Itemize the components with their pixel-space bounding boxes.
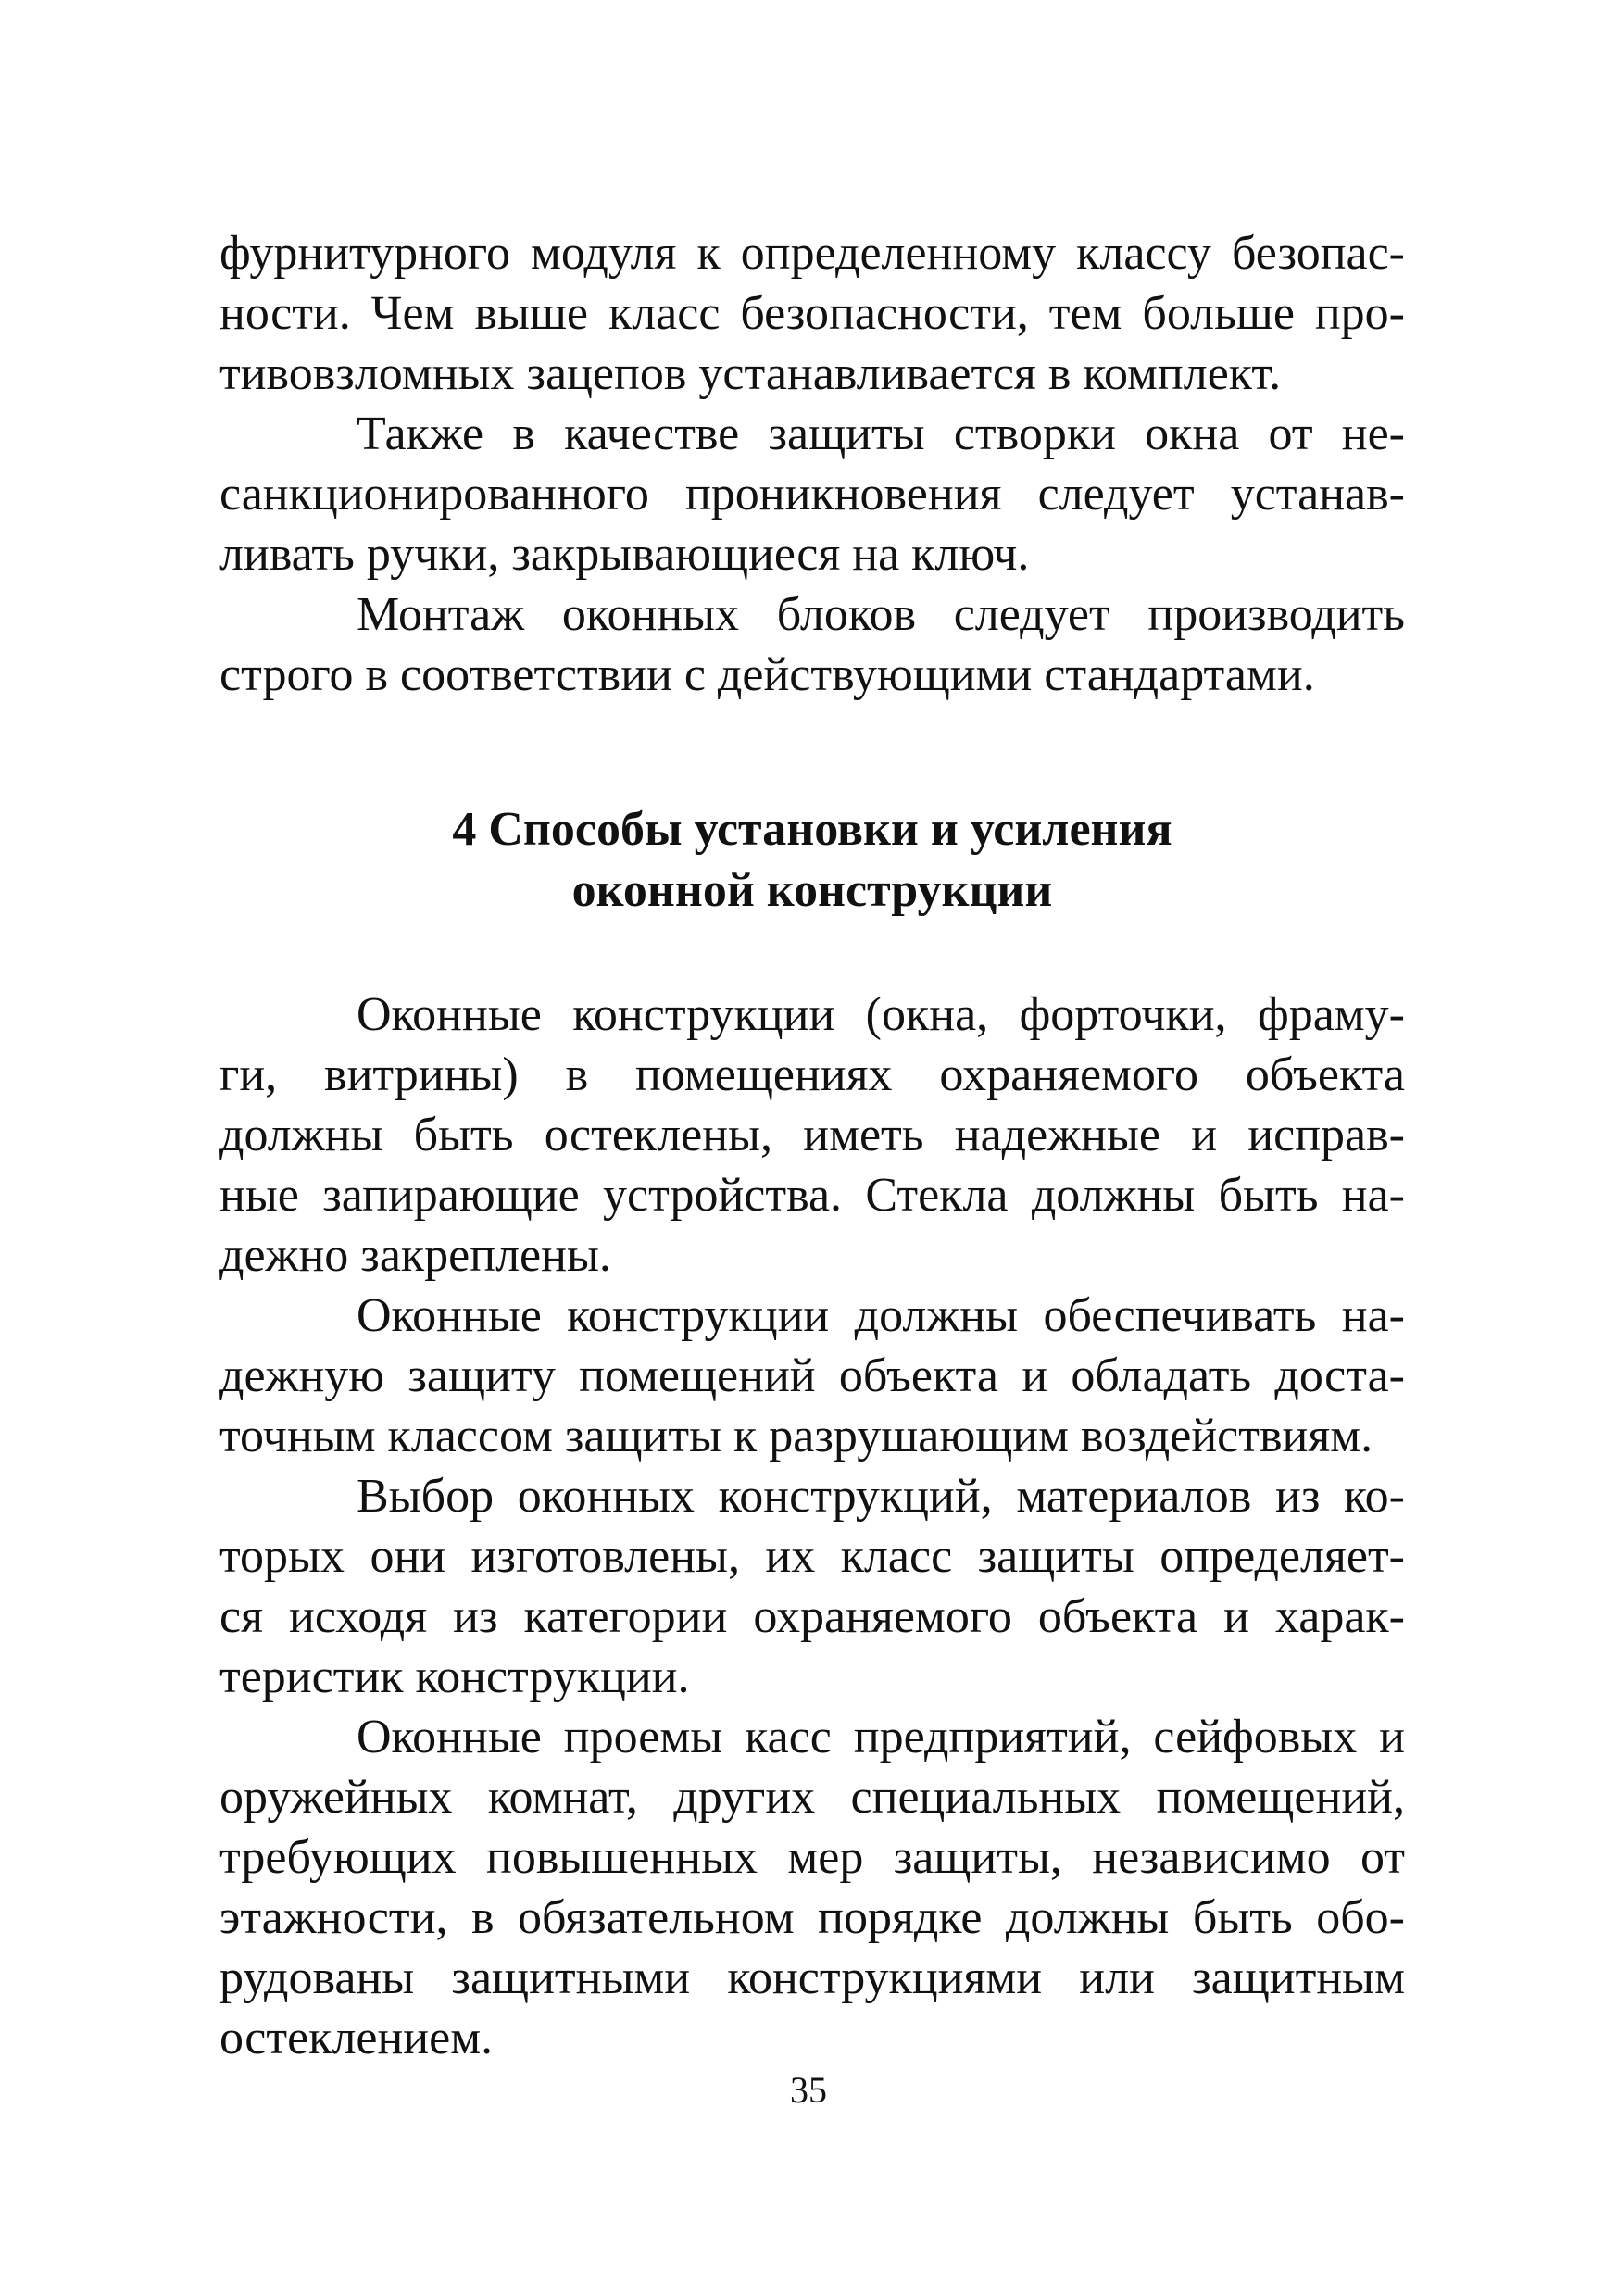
text-line: торых они изготовлены, их класс защиты определяет- <box>219 1530 1405 1583</box>
text-line: теристик конструкции. <box>219 1650 690 1703</box>
text-line: должны быть остеклены, иметь надежные и исправ- <box>219 1109 1405 1161</box>
text-line: ся исходя из категории охраняемого объекта и харак- <box>219 1590 1405 1643</box>
paragraph-choice-of-structures <box>219 1466 1405 1707</box>
paragraph-window-structures <box>219 985 1405 1286</box>
text-line: оружейных комнат, других специальных помещений, <box>219 1771 1405 1824</box>
text-line: Оконные конструкции (окна, форточки, фраму- <box>357 988 1405 1041</box>
text-line: фурнитурного модуля к определенному классу безопас- <box>219 227 1405 280</box>
text-line: дежно закреплены. <box>219 1229 611 1282</box>
text-line: рудованы защитными конструкциями или защитным <box>219 1951 1405 2004</box>
text-line: точным классом защиты к разрушающим воздействиям. <box>219 1410 1373 1462</box>
text-line: Оконные конструкции должны обеспечивать на- <box>357 1289 1405 1342</box>
text-line: Выбор оконных конструкций, материалов из ко- <box>357 1470 1405 1523</box>
text-line: ные запирающие устройства. Стекла должны быть на- <box>219 1169 1405 1222</box>
top-text-block <box>219 223 1405 705</box>
section-text-block <box>219 985 1405 2068</box>
text-line: Монтаж оконных блоков следует производить <box>357 588 1405 641</box>
text-line: тивовзломных зацепов устанавливается в комплект. <box>219 347 1282 400</box>
text-line: ливать ручки, закрывающиеся на ключ. <box>219 528 1030 581</box>
text-line: этажности, в обязательном порядке должны быть обо- <box>219 1891 1405 1944</box>
paragraph-lockable-handles <box>219 404 1405 584</box>
text-line: санкционированного проникновения следует устанав- <box>219 468 1405 521</box>
text-line: Также в качестве защиты створки окна от не- <box>357 408 1405 460</box>
paragraph-hardware-module <box>219 223 1405 404</box>
text-line: требующих повышенных мер защиты, независимо от <box>219 1831 1405 1884</box>
paragraph-installation-standards <box>219 584 1405 705</box>
section-heading <box>219 799 1405 922</box>
paragraph-special-rooms <box>219 1707 1405 2068</box>
text-line: дежную защиту помещений объекта и обладать доста- <box>219 1349 1405 1402</box>
text-line: ности. Чем выше класс безопасности, тем больше про- <box>219 287 1405 340</box>
text-line: строго в соответствии с действующими стандартами. <box>219 648 1315 701</box>
section-heading-line: 4 Способы установки и усиления <box>452 803 1172 856</box>
section-heading-line: оконной конструкции <box>571 864 1053 917</box>
text-line: Оконные проемы касс предприятий, сейфовых и <box>357 1711 1405 1763</box>
paragraph-protection-class <box>219 1286 1405 1466</box>
page-number: 35 <box>790 2069 827 2111</box>
text-line: остеклением. <box>219 2012 494 2064</box>
text-line: ги, витрины) в помещениях охраняемого объекта <box>219 1048 1405 1101</box>
